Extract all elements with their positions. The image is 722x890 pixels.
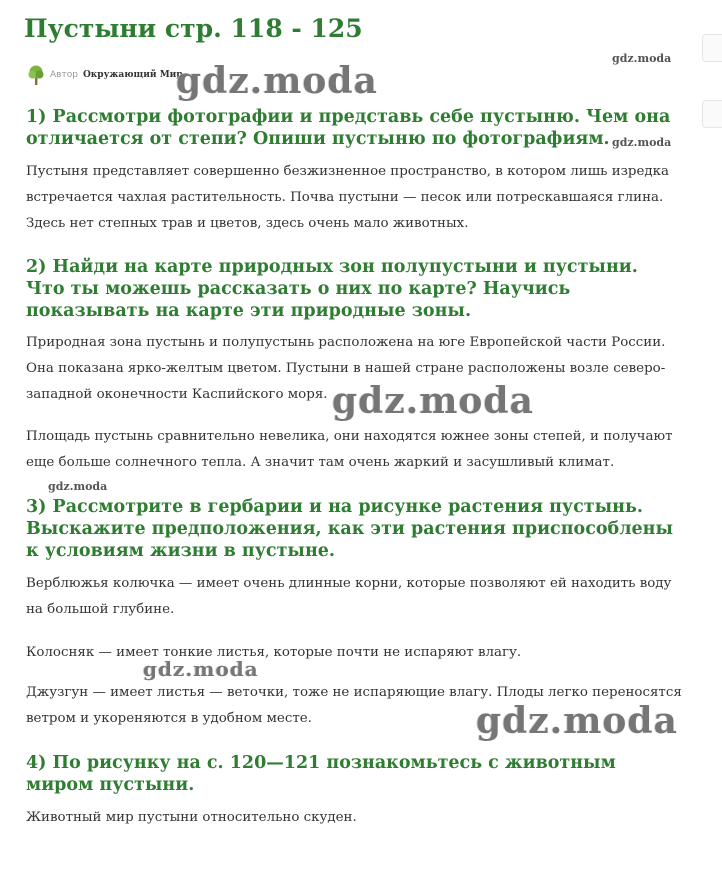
- section-heading: 1) Рассмотри фотографии и представь себе пустыню. Чем она отличается от степи? Опиши пустыню по фотографиям.: [26, 107, 671, 149]
- section-heading: 3) Рассмотрите в гербарии и на рисунке растения пустынь. Выскажите предположения, как эти растения приспособлены к условиям жизни в пустыне.: [26, 497, 674, 561]
- section-paragraph: Пустыня представляет совершенно безжизненное пространство, в котором лишь изредка встречается чахлая растительность. Почва пустыни — песок или потрескавшаяся глина. Здесь нет степных трав и цветов, здесь очень мало животных.: [26, 164, 670, 231]
- section-paragraph: Верблюжья колючка — имеет очень длинные корни, которые позволяют ей находить воду на большой глубине.: [26, 576, 672, 617]
- watermark: gdz.moda: [143, 657, 259, 681]
- section-paragraph: Природная зона пустынь и полупустынь расположена на юге Европейской части России. Она показана ярко-желтым цветом. Пустыни в нашей стране расположены возле северо-западной оконечности Каспийского моря.: [26, 335, 666, 402]
- section-paragraph: Площадь пустынь сравнительно невелика, они находятся южнее зоны степей, и получают еще больше солнечного тепла. А значит там очень жаркий и засушливый климат.: [26, 429, 673, 470]
- page-title: Пустыни стр. 118 - 125: [24, 14, 363, 43]
- watermark: gdz.moda: [612, 136, 672, 149]
- section-heading: 2) Найди на карте природных зон полупустыни и пустыни. Что ты можешь рассказать о них по карте? Научись показывать на карте эти природные зоны.: [26, 257, 638, 321]
- side-panel-edge[interactable]: [702, 100, 722, 128]
- author-label: Автор: [50, 70, 78, 80]
- author-link[interactable]: Окружающий Мир: [82, 70, 183, 80]
- watermark: gdz.moda: [176, 60, 378, 102]
- section-paragraph: Колосняк — имеет тонкие листья, которые почти не испаряют влагу.: [26, 645, 522, 660]
- author-row: [26, 64, 183, 86]
- section-heading: 4) По рисунку на с. 120—121 познакомьтесь с животным миром пустыни.: [26, 753, 616, 795]
- watermark: gdz.moda: [612, 52, 672, 65]
- section-paragraph: Джузгун — имеет листья — веточки, тоже не испаряющие влагу. Плоды легко переносятся ветром и укореняются в удобном месте.: [26, 685, 682, 726]
- side-panel-edge[interactable]: [702, 34, 722, 62]
- watermark: gdz.moda: [48, 480, 108, 493]
- watermark: gdz.moda: [332, 380, 534, 422]
- watermark: gdz.moda: [476, 700, 678, 742]
- section-paragraph: Животный мир пустыни относительно скуден.: [26, 810, 357, 825]
- tree-icon: [26, 64, 46, 86]
